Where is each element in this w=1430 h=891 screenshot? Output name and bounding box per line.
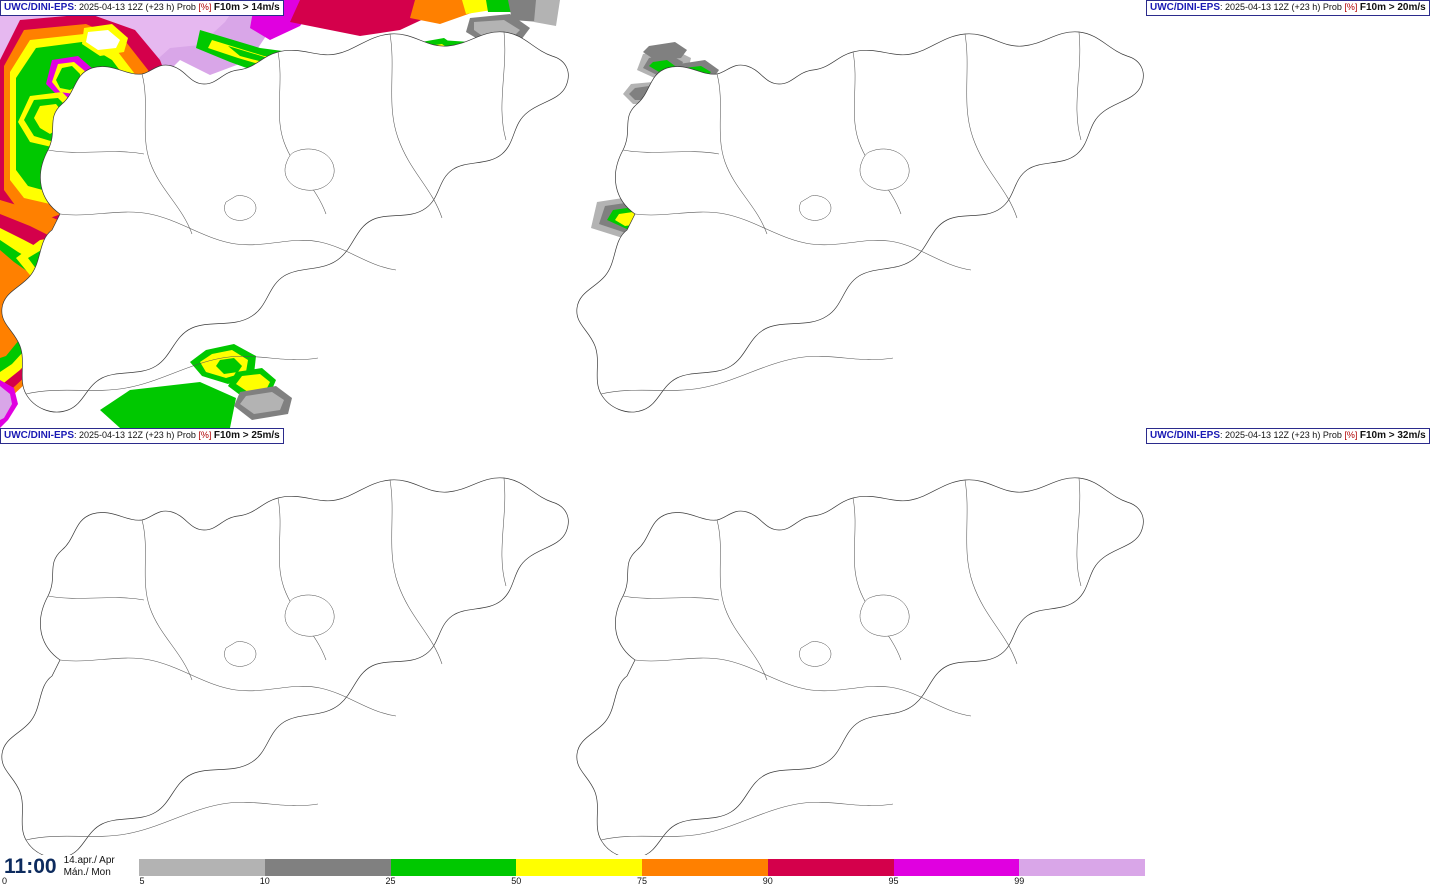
valid-date-line2: Mán./ Mon: [63, 867, 111, 878]
colorbar-tick-5: 5: [139, 876, 145, 886]
unit-label: [%]: [198, 430, 214, 440]
colorbar-zero-label: 0: [2, 876, 8, 886]
colorbar-tick-10: 10: [259, 876, 270, 886]
colorbar-class-99: [1019, 859, 1145, 876]
valid-time: 11:00: [4, 855, 57, 878]
threshold-label: F10m > 20m/s: [1359, 2, 1426, 13]
model-label: UWC/DINI-EPS: [1150, 430, 1220, 441]
map-canvas-20ms: [575, 0, 1150, 428]
valid-date: [64, 855, 115, 879]
colorbar-strip: [139, 859, 1145, 876]
colorbar-class-25: [391, 859, 517, 876]
threshold-label: F10m > 14m/s: [213, 2, 280, 13]
colorbar-tick-90: 90: [762, 876, 773, 886]
panel-header-32ms: [1146, 428, 1430, 444]
panel-header-20ms: [1146, 0, 1430, 16]
colorbar-tick-50: 50: [511, 876, 522, 886]
unit-label: [%]: [1344, 430, 1360, 440]
map-canvas-32ms: [575, 428, 1150, 855]
colorbar-tick-75: 75: [636, 876, 648, 886]
model-label: UWC/DINI-EPS: [1150, 2, 1220, 13]
footer-bar: [0, 855, 1150, 891]
threshold-label: F10m > 32m/s: [1359, 430, 1426, 441]
map-canvas-25ms: [0, 428, 575, 855]
map-panel-25ms[interactable]: [0, 428, 575, 855]
run-label: : 2025-04-13 12Z (+23 h) Prob: [74, 430, 199, 440]
colorbar-tick-99: 99: [1014, 876, 1025, 886]
colorbar-class-5: [139, 859, 265, 876]
panel-header-25ms: [0, 428, 284, 444]
map-panel-14ms[interactable]: [0, 0, 575, 428]
unit-label: [%]: [1344, 2, 1360, 12]
map-canvas-14ms: [0, 0, 575, 428]
colorbar-class-50: [516, 859, 642, 876]
colorbar-tick-95: 95: [888, 876, 899, 886]
colorbar-class-90: [768, 859, 894, 876]
panel-header-14ms: [0, 0, 284, 16]
map-panel-20ms[interactable]: [575, 0, 1426, 428]
colorbar-class-10: [265, 859, 391, 876]
valid-time-block: [4, 855, 115, 879]
colorbar-class-75: [642, 859, 768, 876]
model-label: UWC/DINI-EPS: [4, 430, 74, 441]
map-panel-32ms[interactable]: [575, 428, 1426, 855]
run-label: : 2025-04-13 12Z (+23 h) Prob: [74, 2, 199, 12]
model-label: UWC/DINI-EPS: [4, 2, 74, 13]
run-label: : 2025-04-13 12Z (+23 h) Prob: [1220, 430, 1345, 440]
valid-date-line1: 14.apr./ Apr: [63, 855, 115, 866]
unit-label: [%]: [198, 2, 214, 12]
colorbar-tick-25: 25: [385, 876, 396, 886]
colorbar-class-95: [894, 859, 1020, 876]
colorbar-ticks: [139, 876, 1145, 889]
run-label: : 2025-04-13 12Z (+23 h) Prob: [1220, 2, 1345, 12]
threshold-label: F10m > 25m/s: [213, 430, 280, 441]
